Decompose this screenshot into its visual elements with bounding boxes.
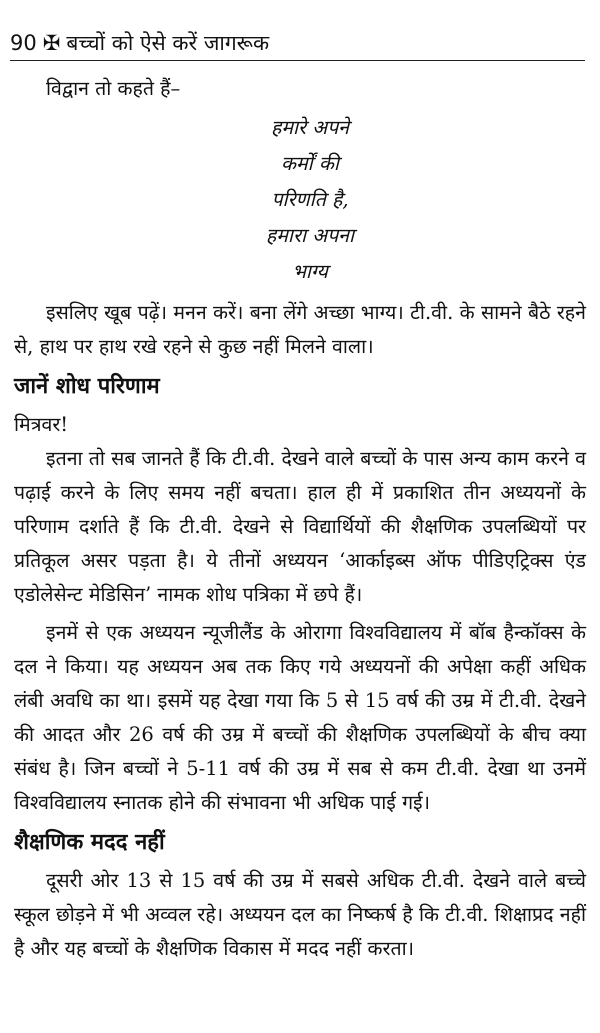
paragraph: दूसरी ओर 13 से 15 वर्ष की उम्र में सबसे अधिक टी.वी. देखने वाले बच्चे स्कूल छोड़ने में भी अव्वल रहे। अध्ययन दल का निष्कर्ष है कि टी.वी. शिक्षाप्रद नहीं है और यह बच्चों के शैक्षणिक विकास में मदद नहीं करता। bbox=[14, 869, 586, 960]
salutation: मित्रवर! bbox=[14, 413, 69, 436]
cross-ornament-icon: ✠ bbox=[42, 31, 61, 55]
intro-line: विद्वान तो कहते हैं– bbox=[46, 77, 181, 100]
quote-block bbox=[14, 110, 586, 290]
quote-line: हमारा अपना bbox=[265, 224, 355, 247]
paragraph: इतना तो सब जानते हैं कि टी.वी. देखने वाले बच्चों के पास अन्य काम करने व पढ़ाई करने के लिए समय नहीं बचता। हाल ही में प्रकाशित तीन अध्ययनों के परिणाम दर्शाते हैं कि टी.वी. देखने से विद्यार्थियों की शैक्षणिक उपलब्धियों पर प्रतिकूल असर पड़ता है। ये तीनों अध्ययन ‘आर्काइब्स ऑफ पीडिएट्रिक्स एंड एडोलेसेन्ट मेडिसिन’ नामक शोध पत्रिका में छपे हैं। bbox=[14, 447, 586, 606]
quote-line: भाग्य bbox=[292, 260, 328, 283]
section-heading: जानें शोध परिणाम bbox=[14, 374, 160, 399]
paragraph: इसलिए खूब पढ़ें। मनन करें। बना लेंगे अच्छा भाग्य। टी.वी. के सामने बैठे रहने से, हाथ पर हाथ रखे रहने से कुछ नहीं मिलने वाला। bbox=[14, 301, 586, 358]
quote-line: परिणति है, bbox=[271, 188, 349, 211]
quote-line: हमारे अपने bbox=[270, 116, 350, 139]
page-number: 90 bbox=[10, 31, 37, 55]
quote-line: कर्मों की bbox=[281, 152, 339, 175]
paragraph: इनमें से एक अध्ययन न्यूजीलैंड के ओरागा विश्वविद्यालय में बॉब हैन्कॉक्स के दल ने किया। यह अध्ययन अब तक किए गये अध्ययनों की अपेक्षा कहीं अधिक लंबी अवधि का था। इसमें यह देखा गया कि 5 से 15 वर्ष की उम्र में टी.वी. देखने की आदत और 26 वर्ष की उम्र में बच्चों की शैक्षणिक उपलब्धियों के बीच क्या संबंध है। जिन बच्चों ने 5-11 वर्ष की उम्र में सब से कम टी.वी. देखा था उनमें विश्वविद्यालय स्नातक होने की संभावना भी अधिक पाई गई। bbox=[14, 621, 586, 814]
running-header bbox=[10, 26, 585, 61]
section-heading: शैक्षणिक मदद नहीं bbox=[14, 830, 165, 855]
book-title: बच्चों को ऐसे करें जागरूक bbox=[66, 31, 270, 55]
page-body bbox=[14, 72, 586, 966]
